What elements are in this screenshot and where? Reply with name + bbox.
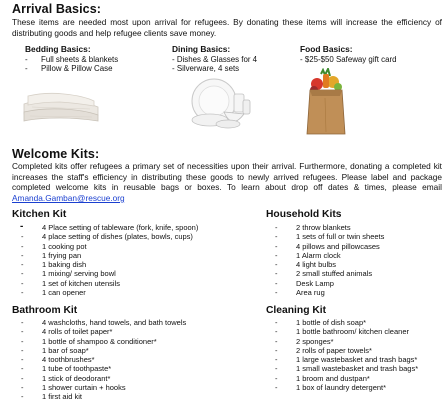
bathroom-kit-heading: Bathroom Kit [12,305,78,316]
list-item: - 1 bottle of shampoo & conditioner* [12,337,186,346]
list-item: - 1 large wastebasket and trash bags* [266,355,418,364]
list-item: - 1 small wastebasket and trash bags* [266,364,418,373]
cleaning-kit-list [266,318,418,392]
household-kits-list [266,223,384,297]
list-item: - 1 stick of deodorant* [12,374,186,383]
dining-item: - Silverware, 4 sets [172,64,240,74]
list-item: - 1 sets of full or twin sheets [266,232,384,241]
kitchen-kit-heading: Kitchen Kit [12,209,67,220]
list-item: - 1 box of laundry detergent* [266,383,418,392]
list-item: - 2 rolls of paper towels* [266,346,418,355]
list-item: - 4 pillows and pillowcases [266,242,384,251]
kitchen-kit-list [12,223,198,297]
cleaning-kit-heading: Cleaning Kit [266,305,327,316]
list-item: - 4 rolls of toilet paper* [12,327,186,336]
list-item: - 1 can opener [12,288,198,297]
arrival-basics-intro [12,17,442,38]
list-item: - Area rug [266,288,384,297]
list-item: - Desk Lamp [266,279,384,288]
list-item: - 1 bar of soap* [12,346,186,355]
grocery-bag-image [305,68,347,136]
bathroom-kit-list [12,318,186,402]
list-item: - 4 place setting of dishes (plates, bowls, cups) [12,232,198,241]
list-item: - 1 cooking pot [12,242,198,251]
list-item: - 2 sponges* [266,337,418,346]
list-item: - 4 washcloths, hand towels, and bath towels [12,318,186,327]
list-item: - 4 Place setting of tableware (fork, knife, spoon) [12,223,198,232]
arrival-intro-line-1: These items are needed most upon arrival for refugees. By donating these items will increase the efficiency of [12,17,442,27]
dining-basics-heading: Dining Basics: [172,44,231,54]
folded-bedding-image [20,82,102,126]
list-item: - 1 bottle bathroom/ kitchen cleaner [266,327,418,336]
list-item: - 1 broom and dustpan* [266,374,418,383]
welcome-line-1: Completed kits offer refugees a primary set of necessities upon their arrival. Furthermore, donating a completed kit [12,161,442,171]
bedding-item: - Full sheets & blankets [25,55,119,64]
bedding-basics-column [25,44,118,74]
bedding-basics-heading: Bedding Basics: [25,44,91,54]
arrival-basics-heading: Arrival Basics: [12,2,102,16]
list-item: - 2 small stuffed animals [266,269,384,278]
list-item: - 1 tube of toothpaste* [12,364,186,373]
list-item: - 4 light bulbs [266,260,384,269]
list-item: - 1 Alarm clock [266,251,384,260]
welcome-line-2: increases the staff's efficiency in distributing these goods to newly arrived refugees. Please label and package [12,171,442,182]
list-item: - 1 frying pan [12,251,198,260]
food-item: - $25-$50 Safeway gift card [300,55,397,64]
list-item: - 1 first aid kit [12,392,186,401]
dining-basics-column [172,44,257,74]
list-item: - 4 toothbrushes* [12,355,186,364]
list-item: - 1 mixing/ serving bowl [12,269,198,278]
contact-email-link[interactable]: Amanda.Gamban@rescue.org [12,192,125,203]
list-item: - 1 baking dish [12,260,198,269]
dining-item: - Dishes & Glasses for 4 [172,55,258,64]
welcome-kits-heading: Welcome Kits: [12,147,100,161]
list-item: - 1 bottle of dish soap* [266,318,418,327]
arrival-intro-line-2: distributing goods and help refugee clients save money. [12,27,217,38]
welcome-kits-paragraph [12,161,442,203]
welcome-line-3: completed welcome kits in reusable bags or boxes. To learn about drop off dates & times, please email [12,182,442,193]
list-item: - 1 set of kitchen utensils [12,279,198,288]
list-item: - 2 throw blankets [266,223,384,232]
food-basics-column [300,44,397,64]
food-basics-heading: Food Basics: [300,44,353,54]
household-kits-heading: Household Kits [266,209,342,220]
dinnerware-set-image [188,74,252,134]
bedding-item: - Pillow & Pillow Case [25,64,113,74]
list-item: - 1 shower curtain + hooks [12,383,186,392]
